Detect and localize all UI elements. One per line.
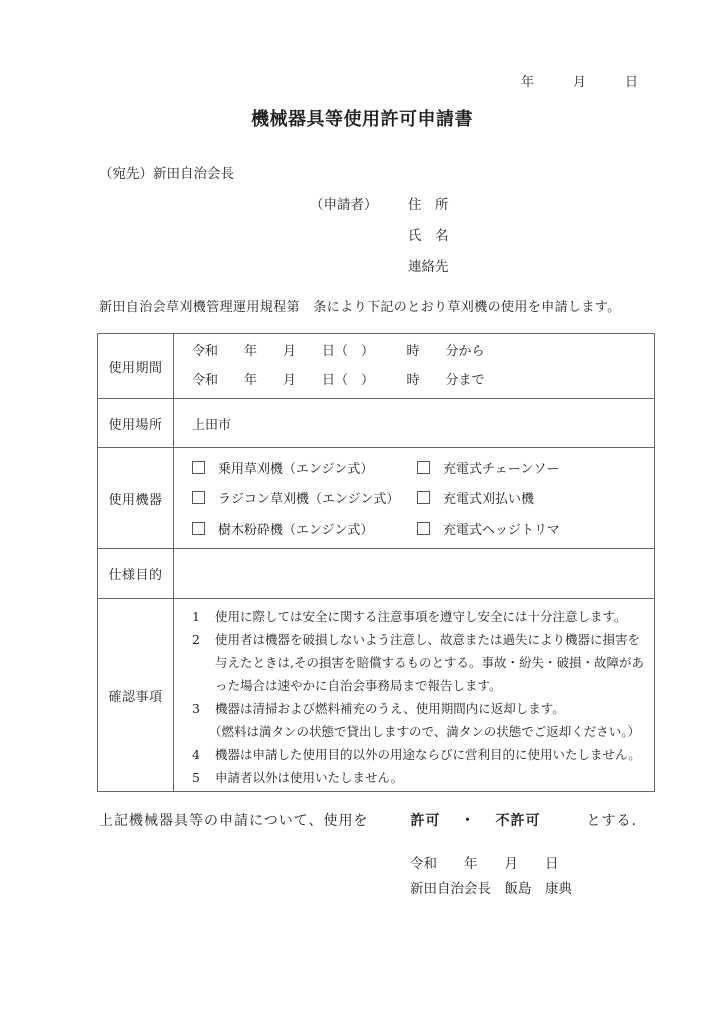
equipment-label: 乗用草刈機（エンジン式）	[218, 461, 374, 477]
item-number: 1	[192, 609, 200, 624]
equipment-cell	[174, 448, 654, 548]
row-header-confirmation: 確認事項	[98, 599, 174, 791]
equipment-label: 充電式チェーンソー	[443, 461, 560, 477]
confirmation-item-note: （燃料は満タンの状態で貸出しますので、満タンの状態でご返却ください。）	[209, 724, 641, 739]
row-header-usage-period: 使用期間	[98, 334, 174, 398]
decision-suffix: とする.	[586, 813, 637, 829]
table-row-usage-place	[98, 399, 654, 448]
equipment-option	[417, 458, 559, 477]
checkbox-icon	[417, 491, 430, 504]
equipment-line	[192, 488, 652, 507]
equipment-option	[192, 488, 417, 507]
applicant-address-row	[310, 190, 449, 221]
usage-period-cell	[174, 334, 654, 398]
item-text: 機器は清掃および燃料補充のうえ、使用期間内に返却します。	[215, 701, 565, 716]
item-number: 3	[192, 701, 200, 716]
equipment-label: 充電式ヘッジトリマ	[443, 523, 560, 539]
table-row-usage-period	[98, 334, 654, 399]
item-text: 機器は申請した使用目的以外の用途ならびに営利目的に使用いたしません。	[215, 747, 641, 762]
purpose-cell	[174, 549, 654, 598]
applicant-contact-field: 連絡先	[408, 259, 449, 275]
applicant-address-field: 住 所	[408, 197, 449, 213]
addressee-line: （宛先）新田自治会長	[99, 166, 234, 182]
item-number: 4	[192, 747, 200, 762]
usage-period-to: 令和 年 月 日（ ） 時 分まで	[192, 373, 485, 388]
confirmation-item	[192, 605, 652, 628]
equipment-label: 樹木粉砕機（エンジン式）	[218, 523, 374, 539]
decision-approve: 許可	[410, 813, 441, 829]
usage-place-cell: 上田市	[192, 417, 232, 433]
equipment-option	[417, 519, 560, 538]
signature-date: 令和 年 月 日	[410, 856, 559, 872]
applicant-block	[310, 190, 449, 283]
confirmation-item	[192, 743, 652, 766]
applicant-name-field: 氏 名	[408, 228, 449, 244]
item-text: 使用者は機器を破損しないよう注意し、故意または過失により機器に損害を与えたときは,その損害を賠償するものとする。事故・紛失・破損・故障があった場合は速やかに自治会事務局まで報告します。	[215, 632, 644, 693]
applicant-label: （申請者）	[310, 197, 378, 213]
decision-prefix: 上記機械器具等の申請について、使用を	[99, 813, 369, 829]
item-text: 申請者以外は使用いたしません。	[215, 770, 404, 785]
equipment-option	[192, 458, 417, 477]
decision-line	[99, 810, 637, 830]
row-header-usage-place: 使用場所	[98, 399, 174, 447]
header-date: 年 月 日	[521, 75, 639, 90]
usage-period-from: 令和 年 月 日（ ） 時 分から	[192, 344, 485, 359]
equipment-label: 充電式刈払い機	[443, 492, 535, 508]
checkbox-icon	[192, 461, 205, 474]
row-header-purpose: 仕様目的	[98, 549, 174, 598]
checkbox-icon	[417, 522, 430, 535]
checkbox-icon	[417, 461, 430, 474]
equipment-label: ラジコン草刈機（エンジン式）	[218, 492, 400, 508]
equipment-option	[417, 488, 534, 507]
equipment-line	[192, 458, 652, 477]
item-text: 使用に際しては安全に関する注意事項を遵守し安全には十分注意します。	[215, 609, 627, 624]
confirmation-item	[192, 766, 652, 789]
signature-name: 新田自治会長 飯島 康典	[410, 881, 572, 897]
decision-deny: 不許可	[495, 813, 541, 829]
equipment-option	[192, 519, 417, 538]
table-row-confirmation	[98, 599, 654, 791]
decision-separator: ・	[460, 813, 476, 829]
item-number: 2	[192, 632, 200, 647]
item-number: 5	[192, 770, 200, 785]
confirmation-item	[192, 697, 652, 720]
checkbox-icon	[192, 522, 205, 535]
checkbox-icon	[192, 491, 205, 504]
equipment-line	[192, 519, 652, 538]
page-title: 機械器具等使用許可申請書	[251, 109, 473, 130]
confirmation-cell	[174, 599, 654, 791]
row-header-equipment: 使用機器	[98, 448, 174, 548]
table-row-equipment	[98, 448, 654, 549]
application-table	[97, 333, 655, 792]
intro-paragraph: 新田自治会草刈機管理運用規程第 条により下記のとおり草刈機の使用を申請します。	[99, 300, 621, 315]
confirmation-item	[192, 628, 652, 697]
table-row-purpose	[98, 549, 654, 599]
